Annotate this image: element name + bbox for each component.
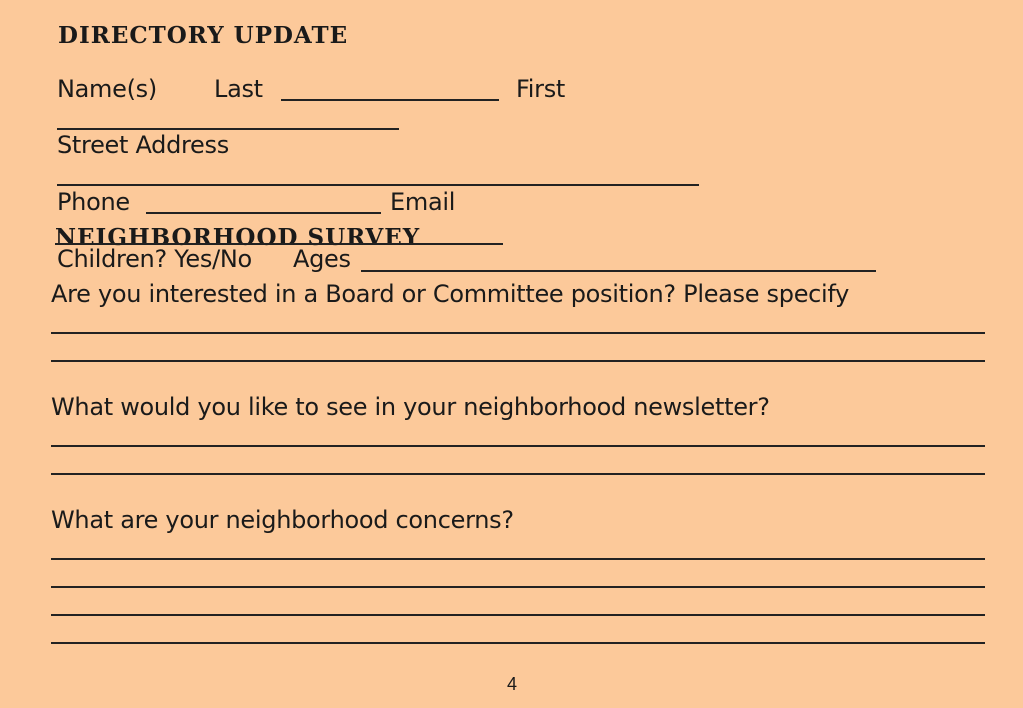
street-address-label: Street Address [57, 131, 229, 159]
last-name-label: Last [214, 75, 263, 103]
children-label: Children? Yes/No [57, 245, 252, 273]
directory-update-heading: DIRECTORY UPDATE [58, 22, 349, 49]
first-name-label: First [516, 75, 566, 103]
newsletter-question: What would you like to see in your neighborhood newsletter? [51, 393, 770, 421]
names-label: Name(s) [57, 75, 157, 103]
concerns-answer-line-1[interactable] [51, 558, 985, 560]
board-answer-line-1[interactable] [51, 332, 985, 334]
page-number: 4 [507, 674, 518, 694]
last-name-field-line[interactable] [281, 99, 499, 101]
concerns-answer-line-2[interactable] [51, 586, 985, 588]
first-name-field-line[interactable] [57, 128, 399, 130]
phone-field-line[interactable] [146, 212, 381, 214]
concerns-question: What are your neighborhood concerns? [51, 506, 514, 534]
newsletter-answer-line-2[interactable] [51, 473, 985, 475]
ages-field-line[interactable] [361, 270, 876, 272]
concerns-answer-line-3[interactable] [51, 614, 985, 616]
newsletter-answer-line-1[interactable] [51, 445, 985, 447]
board-answer-line-2[interactable] [51, 360, 985, 362]
concerns-answer-line-4[interactable] [51, 642, 985, 644]
ages-label: Ages [293, 245, 351, 273]
board-question: Are you interested in a Board or Committee position? Please specify [51, 280, 850, 308]
neighborhood-survey-heading: NEIGHBORHOOD SURVEY [55, 224, 421, 251]
street-address-field-line[interactable] [57, 184, 699, 186]
email-label: Email [390, 188, 456, 216]
phone-label: Phone [57, 188, 130, 216]
